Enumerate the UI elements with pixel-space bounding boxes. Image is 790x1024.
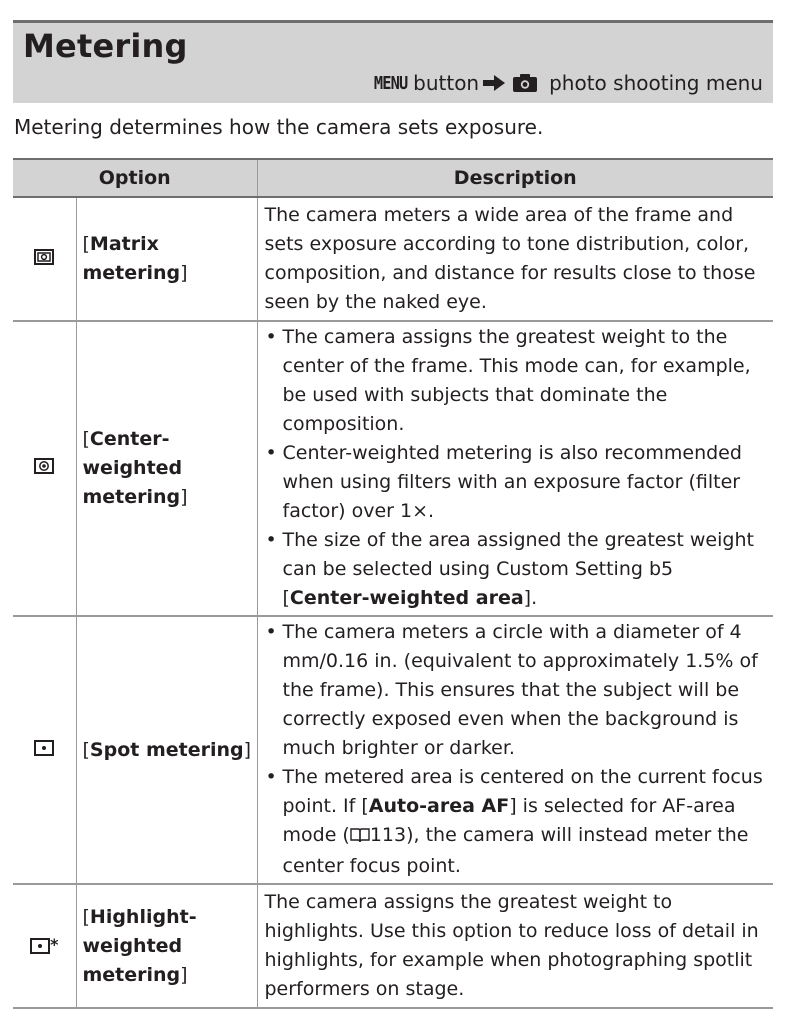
bullet-item: • The camera meters a circle with a diameter of 4 mm/0.16 in. (equivalent to approximately 1.5% of the frame). This ensures that the subject will be correctly exposed even when the background is much brighter or darker. xyxy=(265,618,766,763)
metering-options-table xyxy=(13,158,773,1009)
bullet-item: • The metered area is centered on the current focus point. If [Auto-area AF] is selected for AF-area mode ( 113), the camera will instead meter the center focus point. xyxy=(265,763,766,881)
option-description xyxy=(257,321,773,616)
asterisk-mark: * xyxy=(50,934,59,954)
bullet-item: • Center-weighted metering is also recommended when using filters with an exposure factor (filter factor) over 1×. xyxy=(265,439,766,526)
spot-metering-icon xyxy=(34,736,54,765)
right-arrow-icon xyxy=(483,75,505,91)
option-name: [Spot metering] xyxy=(82,738,252,761)
option-name: [Center- weighted metering] xyxy=(82,428,188,508)
table-row xyxy=(13,884,773,1008)
description-column-header: Description xyxy=(257,159,773,197)
option-icon-cell xyxy=(13,616,76,884)
intro-text: Metering determines how the camera sets exposure. xyxy=(14,115,544,139)
option-description: The camera meters a wide area of the frame and sets exposure according to tone distribution, color, composition, and distance for results close to those seen by the naked eye. xyxy=(257,197,773,321)
description-bullets xyxy=(265,323,766,613)
menu-button-label: MENU xyxy=(373,72,408,94)
option-icon-cell xyxy=(13,197,76,321)
table-row xyxy=(13,197,773,321)
option-name: [Highlight- weighted metering] xyxy=(82,905,197,986)
description-bullets xyxy=(265,618,766,881)
option-icon-cell xyxy=(13,321,76,616)
option-description xyxy=(257,616,773,884)
center-weighted-metering-icon xyxy=(34,454,54,483)
option-icon-cell xyxy=(13,884,76,1008)
button-word: button xyxy=(413,71,480,95)
book-reference-icon xyxy=(350,823,370,852)
menu-breadcrumb xyxy=(368,71,763,95)
option-column-header: Option xyxy=(13,159,257,197)
menu-name: photo shooting menu xyxy=(549,71,763,95)
option-name-cell xyxy=(76,616,257,884)
table-header-row xyxy=(13,159,773,197)
table-row xyxy=(13,616,773,884)
option-name-cell xyxy=(76,884,257,1008)
bullet-item: • The camera assigns the greatest weight to the center of the frame. This mode can, for example, be used with subjects that dominate the composition. xyxy=(265,323,766,439)
highlight-weighted-metering-icon xyxy=(30,934,50,963)
camera-icon xyxy=(513,74,537,92)
table-row xyxy=(13,321,773,616)
matrix-metering-icon xyxy=(34,245,54,274)
option-description: The camera assigns the greatest weight to highlights. Use this option to reduce loss of detail in highlights, for example when photographing spotlit performers on stage. xyxy=(257,884,773,1008)
page-reference-link[interactable]: 113 xyxy=(369,824,407,846)
section-header xyxy=(13,20,773,103)
bullet-item: • The size of the area assigned the greatest weight can be selected using Custom Setting b5 [Center-weighted area]. xyxy=(265,526,766,613)
option-name-cell xyxy=(76,321,257,616)
option-name: [Matrix metering] xyxy=(82,233,188,284)
page-title: Metering xyxy=(23,27,188,65)
option-name-cell xyxy=(76,197,257,321)
